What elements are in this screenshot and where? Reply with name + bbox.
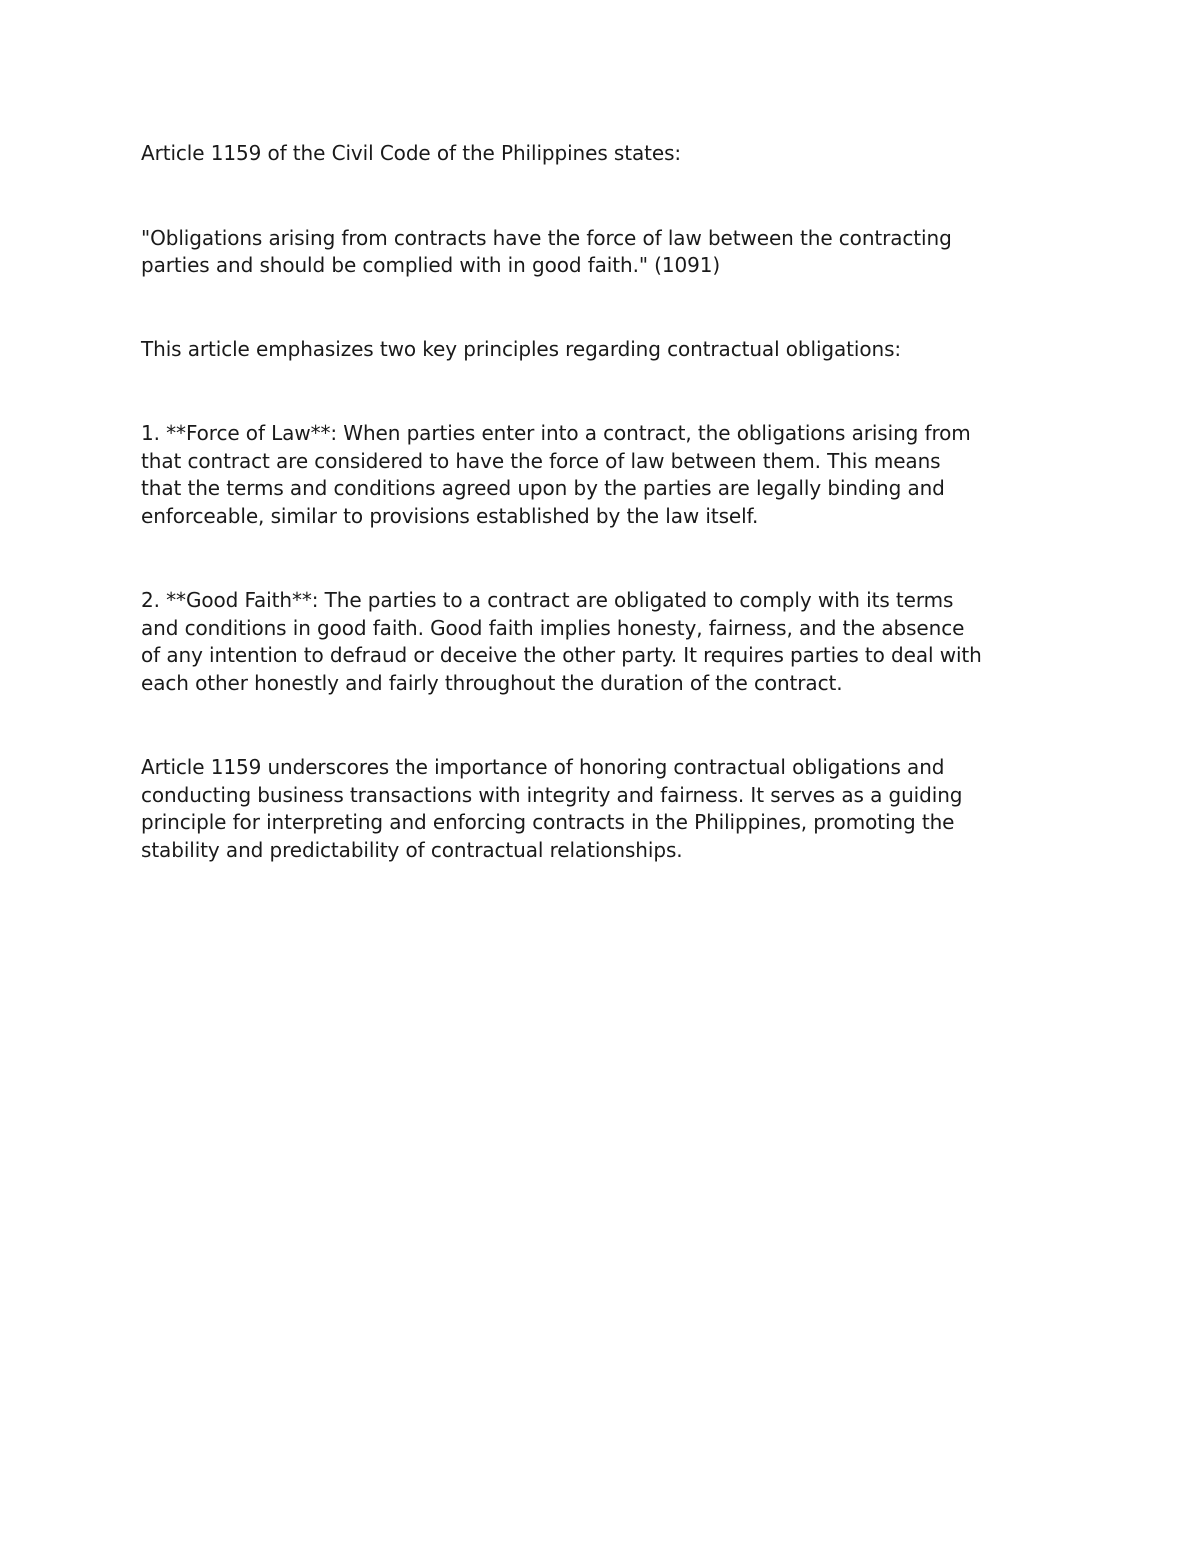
force-of-law-paragraph xyxy=(141,420,1071,530)
text-line: This article emphasizes two key principles regarding contractual obligations: xyxy=(141,336,902,361)
text-line: 2. **Good Faith**: The parties to a contract are obligated to comply with its terms xyxy=(141,588,954,612)
text-line: enforceable, similar to provisions established by the law itself. xyxy=(141,503,759,528)
text-line: Article 1159 underscores the importance of honoring contractual obligations and xyxy=(141,755,945,779)
principles-intro-paragraph xyxy=(141,336,1071,364)
text-line: each other honestly and fairly throughout the duration of the contract. xyxy=(141,670,843,695)
text-line: and conditions in good faith. Good faith implies honesty, fairness, and the absence xyxy=(141,615,965,640)
text-line: conducting business transactions with integrity and fairness. It serves as a guiding xyxy=(141,782,963,807)
text-line: Article 1159 of the Civil Code of the Philippines states: xyxy=(141,141,682,165)
text-line: that the terms and conditions agreed upon by the parties are legally binding and xyxy=(141,476,945,500)
text-line: of any intention to defraud or deceive the other party. It requires parties to deal with xyxy=(141,643,982,667)
conclusion-paragraph xyxy=(141,754,1071,864)
document-body xyxy=(141,140,1071,864)
text-line: "Obligations arising from contracts have the force of law between the contracting xyxy=(141,225,952,250)
text-line: that contract are considered to have the force of law between them. This means xyxy=(141,448,941,473)
text-line: principle for interpreting and enforcing contracts in the Philippines, promoting the xyxy=(141,810,955,834)
text-line: stability and predictability of contractual relationships. xyxy=(141,837,683,862)
text-line: parties and should be complied with in good faith." (1091) xyxy=(141,253,721,277)
quoted-article-paragraph xyxy=(141,225,1071,280)
good-faith-paragraph xyxy=(141,587,1071,697)
text-line: 1. **Force of Law**: When parties enter into a contract, the obligations arising from xyxy=(141,421,971,445)
intro-paragraph xyxy=(141,140,1071,168)
